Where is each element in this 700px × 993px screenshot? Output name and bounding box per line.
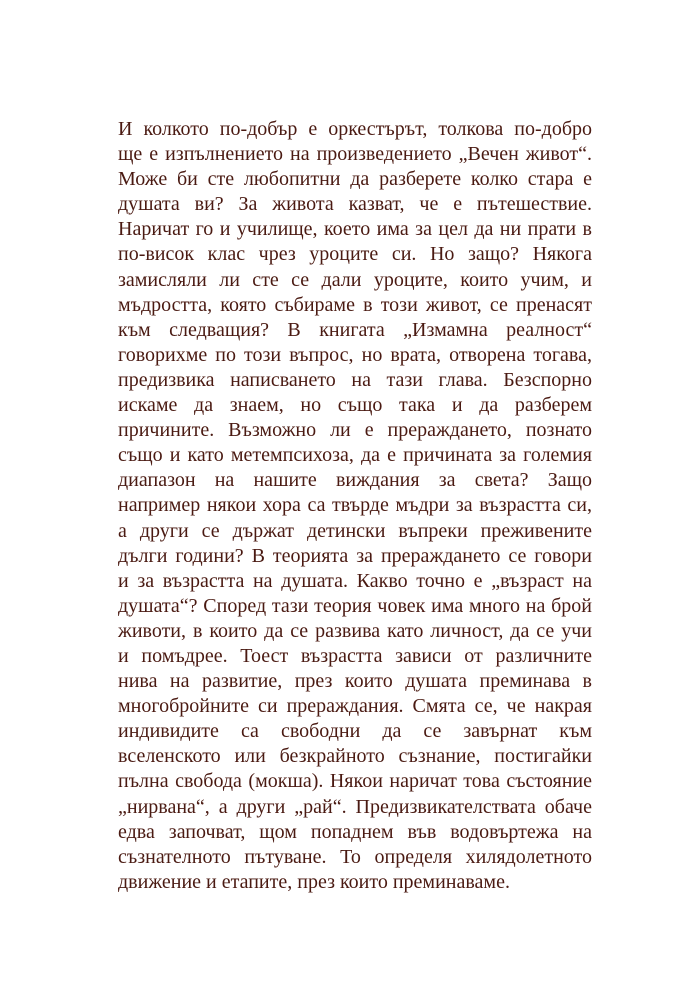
text-line: по-висок клас чрез уроците си. Но защо? Някога — [118, 243, 592, 266]
text-line: едва започват, щом попаднем във водовъртежа на — [118, 820, 592, 843]
text-line: и помъдрее. Тоест възрастта зависи от различните — [118, 644, 592, 667]
text-line: пълна свобода (мокша). Някои наричат това състояние — [118, 770, 592, 793]
text-line: душата“? Според тази теория човек има много на брой — [118, 594, 592, 617]
text-line: искаме да знаем, но също така и да разберем — [118, 394, 592, 417]
text-line: замисляли ли сте се дали уроците, които учим, и — [118, 268, 592, 291]
text-line: дълги години? В теорията за прераждането се говори — [118, 544, 592, 567]
text-line: например някои хора са твърде мъдри за възрастта си, — [118, 494, 592, 517]
text-line-last: движение и етапите, през които преминаваме. — [118, 870, 510, 893]
text-line: към следващия? В книгата „Измамна реалност“ — [118, 318, 592, 341]
text-line: ще е изпълнението на произведението „Вечен живот“. — [118, 143, 592, 166]
text-line: мъдростта, която събираме в този живот, се пренасят — [118, 293, 592, 316]
text-line: нива на развитие, през които душата преминава в — [118, 670, 592, 693]
text-line: предизвика написването на тази глава. Безспорно — [118, 368, 592, 391]
text-line: и за възрастта на душата. Какво точно е „възраст на — [118, 569, 592, 592]
text-line: „нирвана“, а други „рай“. Предизвикателствата обаче — [118, 795, 592, 818]
text-line: душата ви? За живота казват, че е пътешествие. — [118, 193, 592, 216]
text-line: също и като метемпсихоза, да е причината за големия — [118, 444, 592, 467]
text-line: животи, в които да се развива като личност, да се учи — [118, 619, 592, 642]
text-line: индивидите са свободни да се завърнат към — [118, 720, 592, 743]
body-paragraph — [118, 117, 592, 895]
text-line: причините. Възможно ли е прераждането, познато — [118, 419, 592, 442]
text-line: диапазон на нашите виждания за света? Защо — [118, 469, 592, 492]
text-line: говорихме по този въпрос, но врата, отворена тогава, — [118, 343, 592, 366]
text-line: И колкото по-добър е оркестърът, толкова по-добро — [118, 118, 592, 140]
text-line: съзнателното пътуване. То определя хилядолетното — [118, 845, 592, 868]
text-line: вселенското или безкрайното съзнание, постигайки — [118, 745, 592, 768]
text-line: Може би сте любопитни да разберете колко стара е — [118, 168, 592, 191]
text-line: многобройните си прераждания. Смята се, че накрая — [118, 695, 592, 718]
text-line: Наричат го и училище, което има за цел да ни прати в — [118, 218, 592, 241]
text-line: а други се държат детински въпреки преживените — [118, 519, 592, 542]
